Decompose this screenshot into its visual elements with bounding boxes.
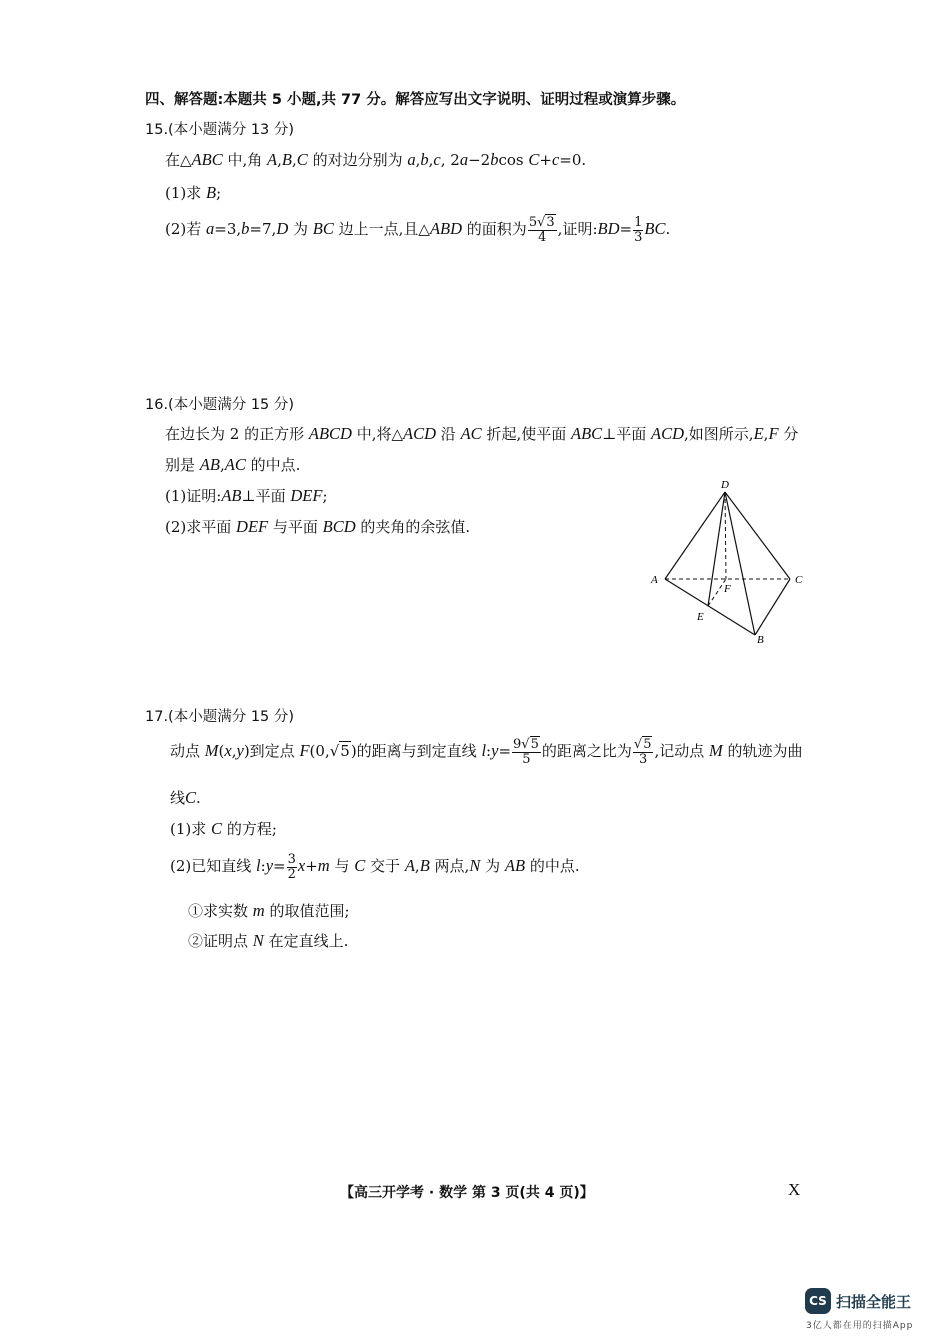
section-title: 四、解答题:本题共 5 小题,共 77 分。解答应写出文字说明、证明过程或演算步骤。 <box>145 92 686 108</box>
q15-header: 15.(本小题满分 13 分) <box>145 122 295 138</box>
q15-part1: (1)求 B; <box>165 183 222 202</box>
label-c: C <box>795 574 803 586</box>
q15-stem: 在△ABC 中,角 A,B,C 的对边分别为 a,b,c, 2a−2bcos C+c=0. <box>165 150 587 169</box>
tetrahedron-figure <box>640 475 820 650</box>
edge-cb <box>755 579 790 635</box>
segment-de <box>708 492 725 606</box>
q17-header: 17.(本小题满分 15 分) <box>145 709 295 725</box>
sqrt-symbol: √5 <box>521 737 539 752</box>
q16-stem-line1: 在边长为 2 的正方形 ABCD 中,将△ACD 沿 AC 折起,使平面 ABC⊥平面 ACD,如图所示,E,F 分 <box>165 424 799 443</box>
watermark-title: 扫描全能王 <box>836 1293 912 1311</box>
directrix-fraction: $\frac{9√5}{5}$ <box>513 737 539 767</box>
label-d: D <box>721 479 729 491</box>
edge-ab <box>665 579 755 635</box>
q16-header: 16.(本小题满分 15 分) <box>145 397 295 413</box>
segment-df <box>725 492 726 579</box>
label-a: A <box>651 574 658 586</box>
q17-sub1: ①求实数 m 的取值范围; <box>188 901 350 920</box>
q17-sub2: ②证明点 N 在定直线上. <box>188 931 349 950</box>
camscanner-logo-icon: CS <box>805 1288 831 1314</box>
edge-da <box>665 492 725 579</box>
ratio-fraction: $\frac{1}{3}$ <box>634 215 643 245</box>
label-e: E <box>697 611 704 623</box>
edge-dc <box>725 492 790 579</box>
page-footer: 【高三开学考 · 数学 第 3 页(共 4 页)】 <box>340 1185 594 1201</box>
q17-part2: (2)已知直线 l:y= $\frac{3}{2}$ x+m 与 C 交于 A,B 两点,N 为 AB 的中点. <box>170 852 580 882</box>
edge-db <box>725 492 755 635</box>
label-f: F <box>724 583 731 595</box>
q16-part1: (1)证明:AB⊥平面 DEF; <box>165 486 328 505</box>
sqrt-symbol: √5 <box>329 742 350 761</box>
eccentricity-fraction: $\frac{√5}{3}$ <box>633 737 652 767</box>
sqrt-symbol: √5 <box>633 737 652 752</box>
q17-part1: (1)求 C 的方程; <box>170 819 277 838</box>
q15-part2: (2)若 a=3,b=7,D 为 BC 边上一点,且△ABD 的面积为 $\frac{5√3}{4}$ ,证明:BD= $\frac{1}{3}$ BC. <box>165 215 671 245</box>
q17-stem-line2: 线C. <box>170 788 201 807</box>
q16-part2: (2)求平面 DEF 与平面 BCD 的夹角的余弦值. <box>165 517 471 536</box>
q17-stem-line1: 动点 M(x,y)到定点 F(0,√5)的距离与到定直线 l:y= $\frac{9√5}{5}$ 的距离之比为 $\frac{√5}{3}$ ,记动点 M 的轨迹为曲 <box>170 737 803 767</box>
watermark-subtitle: 3亿人都在用的扫描App <box>806 1321 914 1331</box>
label-b: B <box>757 634 764 646</box>
sqrt-symbol: √3 <box>537 215 555 230</box>
footer-mark: X <box>788 1180 801 1199</box>
area-fraction: $\frac{5√3}{4}$ <box>528 215 555 245</box>
slope-fraction: $\frac{3}{2}$ <box>287 852 296 882</box>
q16-stem-line2: 别是 AB,AC 的中点. <box>165 455 301 474</box>
